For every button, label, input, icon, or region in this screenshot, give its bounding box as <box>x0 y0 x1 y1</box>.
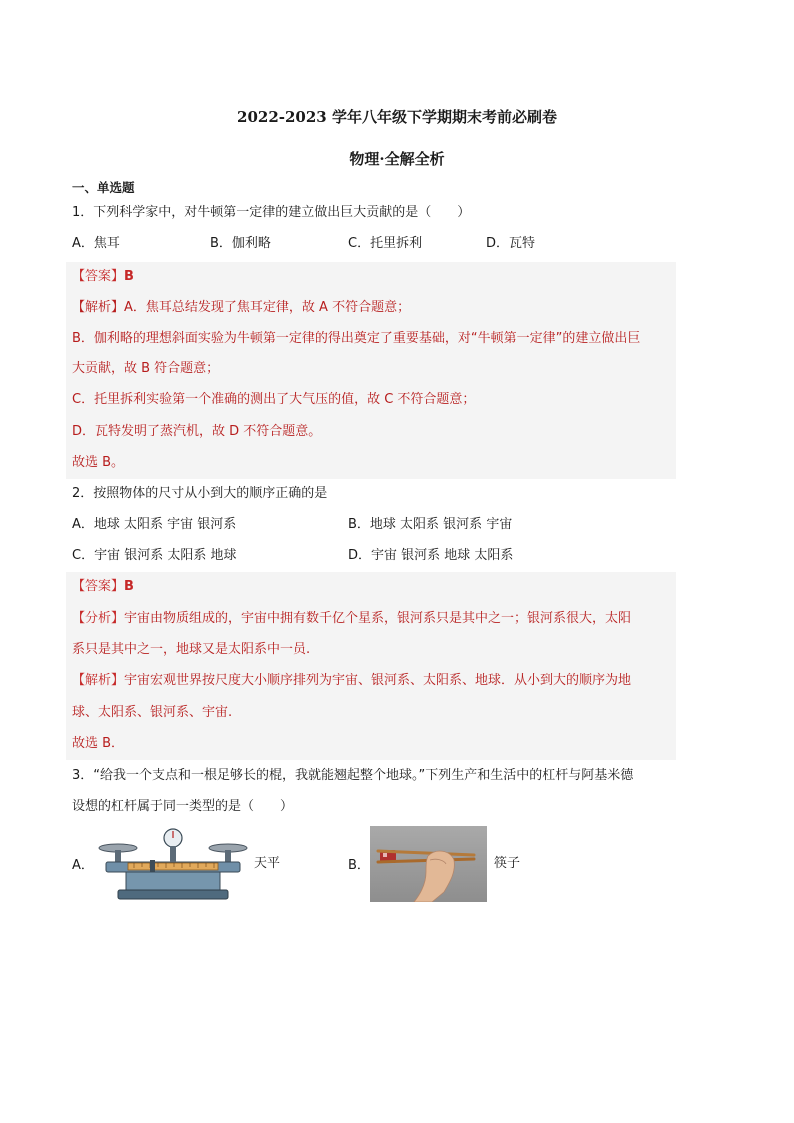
q2-option-b: B．地球 太阳系 银河系 宇宙 <box>348 517 513 532</box>
q1-analysis-line-5: D．瓦特发明了蒸汽机，故 D 不符合题意。 <box>72 424 322 439</box>
q2-answer-panel <box>66 572 676 760</box>
q1-option-c: C．托里拆利 <box>348 236 423 251</box>
q2-option-c: C．宇宙 银河系 太阳系 地球 <box>72 548 237 563</box>
q1-option-a: A．焦耳 <box>72 236 120 251</box>
q1-analysis-line-3: 大贡献，故 B 符合题意； <box>72 361 220 376</box>
q1-analysis-line-1 <box>72 298 410 318</box>
fenxi-tag: 【分析】 <box>72 611 125 626</box>
question-2-stem: 2．按照物体的尺寸从小到大的顺序正确的是 <box>72 486 328 501</box>
q3-option-a-label: 天平 <box>254 856 281 871</box>
q2-fenxi-line-2: 系只是其中之一，地球又是太阳系中一员. <box>72 642 311 657</box>
q1-analysis-line-2: B．伽利略的理想斜面实验为牛顿第一定律的得出奠定了重要基础，对“牛顿第一定律”的建立做出巨 <box>72 331 641 346</box>
question-3-stem-line-2: 设想的杠杆属于同一类型的是（ ） <box>72 799 294 814</box>
q2-analysis-line-1 <box>72 671 631 691</box>
analysis-text: A．焦耳总结发现了焦耳定律，故 A 不符合题意； <box>124 300 411 315</box>
q1-option-d: D．瓦特 <box>486 236 536 251</box>
q2-conclusion: 故选 B． <box>72 736 125 751</box>
analysis-text: 宇宙宏观世界按尺度大小顺序排列为宇宙、银河系、太阳系、地球．从小到大的顺序为地 <box>124 673 632 688</box>
chopsticks-icon <box>370 826 487 902</box>
q2-fenxi-line-1 <box>72 609 631 629</box>
analysis-tag: 【解析】 <box>72 673 125 688</box>
answer-tag: 【答案】 <box>72 579 125 594</box>
q2-analysis-line-2: 球、太阳系、银河系、宇宙. <box>72 705 233 720</box>
balance-scale-icon <box>98 826 248 902</box>
q2-option-d: D．宇宙 银河系 地球 太阳系 <box>348 548 514 563</box>
question-3-stem-line-1: 3．“给我一个支点和一根足够长的棍，我就能翘起整个地球。”下列生产和生活中的杠杆与阿基米德 <box>72 768 634 783</box>
answer-value: B <box>124 579 134 594</box>
q1-conclusion: 故选 B。 <box>72 455 125 470</box>
answer-value: B <box>124 269 134 284</box>
q2-option-a: A．地球 太阳系 宇宙 银河系 <box>72 517 237 532</box>
q3-option-a-letter: A． <box>72 858 94 873</box>
question-1-stem: 1．下列科学家中，对牛顿第一定律的建立做出巨大贡献的是（ ） <box>72 205 471 220</box>
q2-answer <box>72 577 134 597</box>
q3-option-b-letter: B． <box>348 858 370 873</box>
q3-option-b-label: 筷子 <box>494 856 521 871</box>
document-title: 2022-2023 学年八年级下学期期末考前必刷卷 <box>237 108 557 126</box>
document-subtitle: 物理·全解全析 <box>349 150 445 168</box>
q1-answer <box>72 267 134 287</box>
q1-analysis-line-4: C．托里拆利实验第一个准确的测出了大气压的值，故 C 不符合题意； <box>72 392 476 407</box>
answer-tag: 【答案】 <box>72 269 125 284</box>
q1-option-b: B．伽利略 <box>210 236 271 251</box>
section-heading: 一、单选题 <box>72 180 135 195</box>
fenxi-text: 宇宙由物质组成的，宇宙中拥有数千亿个星系，银河系只是其中之一；银河系很大，太阳 <box>124 611 632 626</box>
analysis-tag: 【解析】 <box>72 300 125 315</box>
